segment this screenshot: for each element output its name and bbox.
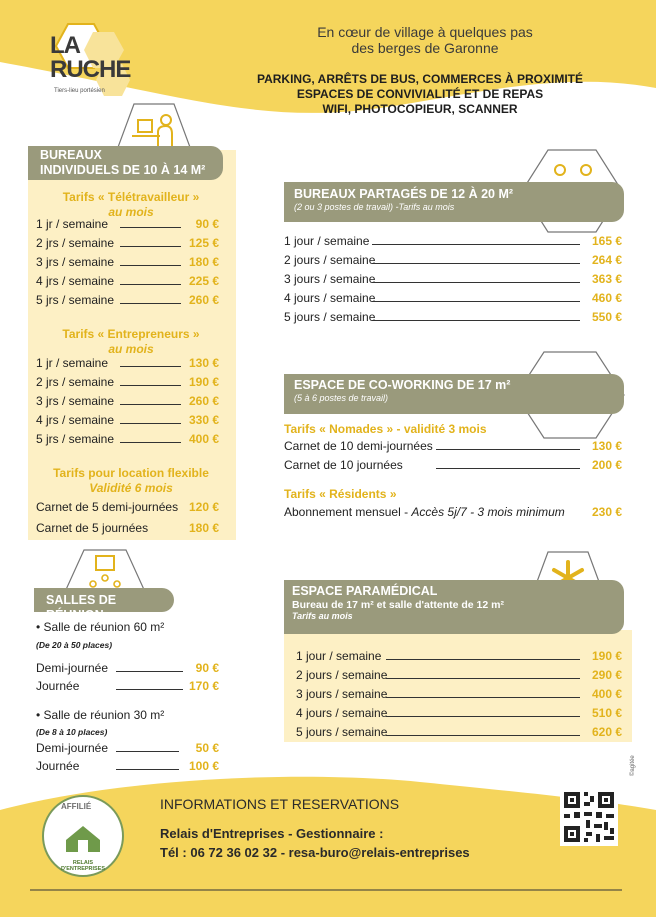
entrepreneurs-title-text: Tarifs « Entrepreneurs » [62,327,200,341]
bureaux-partages-title: BUREAUX PARTAGÉS DE 12 À 20 M² [294,187,514,201]
row-label: 2 jours / semaine [296,668,388,682]
row-label: 2 jrs / semaine [36,375,115,389]
paramedical-title: ESPACE PARAMÉDICAL [292,584,438,598]
row-price: 190 € [591,649,622,663]
price-row [284,438,622,454]
leader-line [120,404,181,405]
leader-line [386,716,580,717]
leader-line [386,659,580,660]
amenity-3: WIFI, PHOTOCOPIEUR, SCANNER [322,102,518,116]
leader-line [120,303,181,304]
price-row [36,431,219,447]
row-label: 1 jr / semaine [36,356,109,370]
amenity-2: ESPACES DE CONVIVIALITÉ ET DE REPAS [296,87,544,101]
row-label: 4 jours / semaine [284,291,376,305]
coworking-sub: (5 à 6 postes de travail) [294,393,389,403]
price-row [284,271,622,287]
salles-title: SALLES DE RÉUNION [46,593,117,622]
leader-line [116,671,183,672]
leader-line [120,265,181,266]
row-label: Demi-journée [36,741,109,755]
leader-line [116,751,179,752]
row-label: Carnet de 5 demi-journées [36,500,179,514]
price-row [284,290,622,306]
row-price: 264 € [591,253,622,267]
row-price: 510 € [591,706,622,720]
row-label: 5 jrs / semaine [36,432,115,446]
row-label: Carnet de 5 journées [36,521,149,535]
room1-note: (De 20 à 50 places) [36,640,113,650]
residents-label-italic: Accès 5j/7 - 3 mois minimum [411,505,565,519]
paramedical-line2: Bureau de 17 m² et salle d'attente de 12 m² [292,599,504,611]
row-price: 260 € [188,394,219,408]
row-label: 3 jrs / semaine [36,394,115,408]
row-label: Carnet de 10 journées [284,458,403,472]
bureaux-partages-header [284,182,624,222]
row-price: 170 € [188,679,219,693]
residents-label-text: Abonnement mensuel - [284,505,412,519]
bureaux-partages-sub: (2 ou 3 postes de travail) -Tarifs au mois [294,202,455,212]
leader-line [372,263,580,264]
row-label: 2 jours / semaine [284,253,376,267]
row-price: 130 € [591,439,622,453]
residents-price: 230 € [591,505,622,519]
price-row [296,724,622,740]
teletravailleur-sub: au mois [108,205,154,219]
residents-row [284,504,622,520]
row-price: 130 € [188,356,219,370]
row-price: 90 € [195,661,219,675]
price-row [36,660,219,676]
leader-line [120,246,181,247]
room2-label: • Salle de réunion 30 m² [36,708,165,722]
row-price: 100 € [188,759,219,773]
row-label: 2 jrs / semaine [36,236,115,250]
price-row [296,705,622,721]
coworking-header [284,374,624,414]
price-row [36,393,219,409]
credit-text: ©agitée [630,755,636,776]
entrepreneurs-title [36,327,226,357]
logo [48,18,138,100]
row-label: 4 jours / semaine [296,706,388,720]
bureaux-individuels-title-1: BUREAUX [40,148,102,162]
row-price: 165 € [591,234,622,248]
price-row [296,667,622,683]
row-label: 1 jr / semaine [36,217,109,231]
leader-line [372,282,580,283]
logo-text: LA RUCHE [50,32,131,83]
badge-top-text: AFFILIÉ [61,802,92,811]
row-price: 125 € [188,236,219,250]
price-row [36,412,219,428]
row-label: Journée [36,759,80,773]
leader-line [372,244,580,245]
row-price: 400 € [188,432,219,446]
row-label: 1 jour / semaine [284,234,370,248]
leader-line [386,697,580,698]
price-row [36,216,219,232]
footer-contact: Tél : 06 72 36 02 32 - resa-buro@relais-entreprises [160,845,470,860]
price-row [36,292,219,308]
price-row [36,499,219,515]
row-label: 3 jours / semaine [284,272,376,286]
paramedical-sub: Tarifs au mois [292,611,353,621]
leader-line [386,735,580,736]
price-row [36,355,219,371]
teletravailleur-title-text: Tarifs « Télétravailleur » [62,190,200,204]
price-row [36,740,219,756]
flexible-title-text: Tarifs pour location flexible [53,466,209,480]
row-price: 180 € [188,521,219,535]
row-price: 200 € [591,458,622,472]
logo-subtitle: Tiers-lieu portésien [54,88,105,94]
footer-title: INFORMATIONS ET RESERVATIONS [160,796,400,812]
leader-line [120,366,181,367]
leader-line [372,301,580,302]
nomades-title: Tarifs « Nomades » - validité 3 mois [284,422,487,436]
price-row [284,457,622,473]
leader-line [116,689,183,690]
row-label: Demi-journée [36,661,109,675]
row-label: Journée [36,679,80,693]
bureaux-individuels-title-2: INDIVIDUELS DE 10 À 14 M² [40,163,206,177]
row-price: 290 € [591,668,622,682]
coworking-title: ESPACE DE CO-WORKING DE 17 m² [294,378,511,392]
row-label: 5 jrs / semaine [36,293,115,307]
leader-line [120,284,181,285]
price-row [36,254,219,270]
row-label: 3 jours / semaine [296,687,388,701]
row-price: 363 € [591,272,622,286]
price-row [36,678,219,694]
leader-line [372,320,580,321]
flexible-sub: Validité 6 mois [89,481,173,495]
row-label: 5 jours / semaine [296,725,388,739]
row-price: 225 € [188,274,219,288]
residents-label [284,504,565,520]
room1-label: • Salle de réunion 60 m² [36,620,165,634]
row-label: 4 jrs / semaine [36,274,115,288]
price-row [36,235,219,251]
row-price: 190 € [188,375,219,389]
footer-manager: Relais d'Entreprises - Gestionnaire : [160,826,384,841]
price-row [36,374,219,390]
qr-code-icon[interactable] [560,788,618,846]
row-price: 260 € [188,293,219,307]
entrepreneurs-sub: au mois [108,342,154,356]
row-price: 550 € [591,310,622,324]
leader-line [436,449,580,450]
row-price: 460 € [591,291,622,305]
row-label: Carnet de 10 demi-journées [284,439,433,453]
affiliation-badge [28,790,138,882]
row-price: 120 € [188,500,219,514]
row-label: 3 jrs / semaine [36,255,115,269]
price-row [36,520,219,536]
intro-text [300,24,550,56]
row-price: 400 € [591,687,622,701]
room2-note: (De 8 à 10 places) [36,727,108,737]
amenities [230,72,610,117]
price-row [296,648,622,664]
amenity-1: PARKING, ARRÊTS DE BUS, COMMERCES À PROXIMITÉ [256,72,584,86]
paramedical-header [284,580,624,634]
price-row [284,233,622,249]
intro-line-2: des berges de Garonne [351,40,499,56]
price-row [284,252,622,268]
bureaux-individuels-header [28,146,223,180]
leader-line [386,678,580,679]
leader-line [120,423,181,424]
leader-line [120,227,181,228]
residents-title: Tarifs « Résidents » [284,487,397,501]
row-label: 1 jour / semaine [296,649,382,663]
row-price: 180 € [188,255,219,269]
badge-bottom-text: RELAIS D'ENTREPRISES [60,860,106,872]
leader-line [436,468,580,469]
salles-header [34,588,174,622]
row-label: 4 jrs / semaine [36,413,115,427]
price-row [36,273,219,289]
price-row [284,309,622,325]
flexible-title [36,466,226,496]
row-price: 90 € [195,217,219,231]
row-price: 50 € [195,741,219,755]
row-price: 330 € [188,413,219,427]
intro-line-1: En cœur de village à quelques pas [317,24,533,40]
leader-line [120,442,181,443]
row-price: 620 € [591,725,622,739]
price-row [296,686,622,702]
leader-line [120,385,181,386]
row-label: 5 jours / semaine [284,310,376,324]
